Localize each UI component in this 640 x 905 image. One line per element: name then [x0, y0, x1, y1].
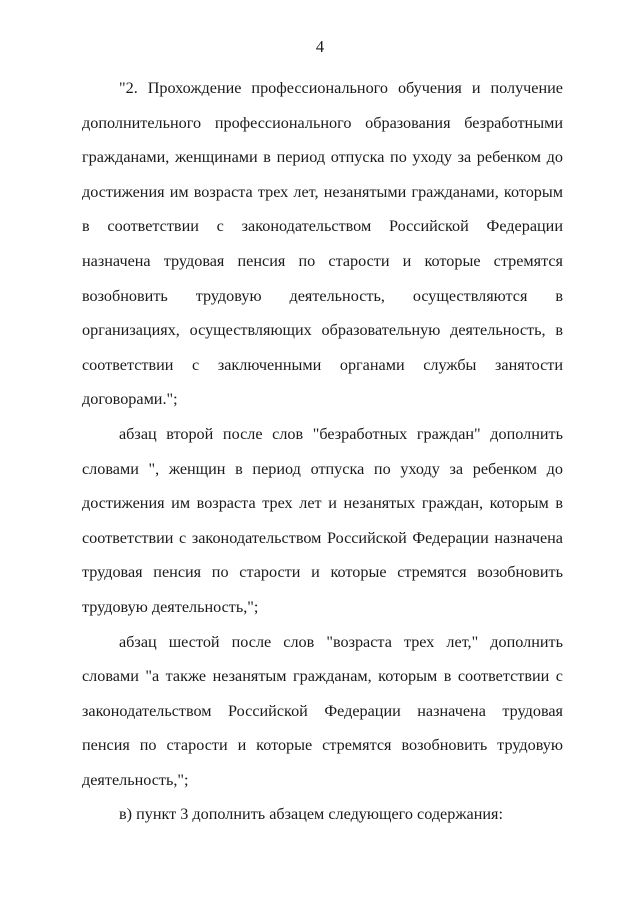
paragraph-sixth-amendment: абзац шестой после слов "возраста трех лет," дополнить словами "а также незанятым гражданам, которым в соответствии с законодательством Российской Федерации назначена трудовая пенсия по старости и которые стремятся возобновить трудовую деятельность,"; — [82, 632, 563, 789]
page-number: 4 — [315, 37, 325, 56]
paragraph-point-2-text: "2. Прохождение профессионального обучения и получение дополнительного профессионального образования безработными гражданами, женщинами в период отпуска по уходу за ребенком до достижения им возраста трех лет, незанятыми гражданами, которым в соответствии с законодательством Российской Федерации назначена трудовая пенсия по старости и которые стремятся возобновить трудовую деятельность, осуществляются в организациях, осуществляющих образовательную деятельность, в соответствии с заключенными органами службы занятости договорами."; — [82, 79, 563, 409]
paragraph-item-3-addition: в) пункт 3 дополнить абзацем следующего содержания: — [119, 805, 503, 824]
document-body — [82, 71, 563, 832]
paragraph-second-amendment: абзац второй после слов "безработных граждан" дополнить словами ", женщин в период отпуска по уходу за ребенком до достижения им возраста трех лет и незанятых граждан, которым в соответствии с законодательством Российской Федерации назначена трудовая пенсия по старости и которые стремятся возобновить трудовую деятельность,"; — [82, 424, 563, 616]
